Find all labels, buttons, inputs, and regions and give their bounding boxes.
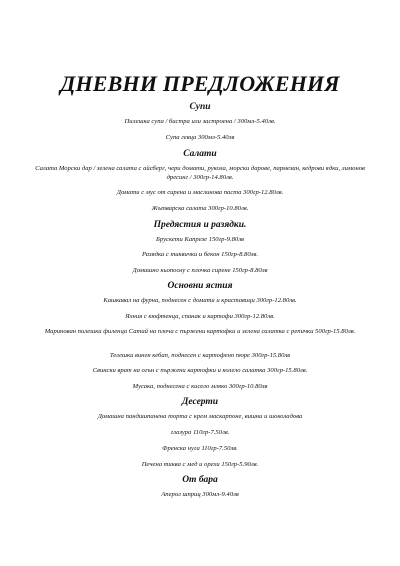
- menu-item: Телешки винен кебап, поднесен с картофено пюре 300гр-15.80лв: [109, 352, 291, 359]
- menu-item: Пилешка супа / бистра или застроена / 300мл-5.40лв.: [124, 118, 276, 125]
- menu-item: Жътварска салата 300гр-10.80лв.: [151, 205, 249, 212]
- menu-item: Салата Морски дар / зелена салата с айсберг, чери домати, рукола, морски дарове, пармезан, кедрови ядки, лимонов дресинг / 300гр-14.80лв.: [35, 165, 365, 181]
- menu-item: Домашна пандишпанена торта с крем маскарпоне, вишни и шоколадова: [97, 413, 303, 420]
- section-heading-main-courses: Основни ястия: [167, 281, 233, 291]
- menu-item: глазура 110гр-7.50лв.: [170, 429, 230, 436]
- menu-item: Маринован пилешки филенца Сатай на плоча с пържени картофки и зелена салатка с репички 500гр-15.80лв.: [44, 328, 356, 335]
- page-title: ДНЕВНИ ПРЕДЛОЖЕНИЯ: [60, 71, 340, 96]
- menu-item: Домати с мус от сирена и маслинова паста 300гр-12.80лв.: [116, 189, 284, 196]
- menu-item: Мусака, поднесена с кисело мляко 300гр-10.80лв: [132, 383, 268, 390]
- section-heading-desserts: Десерти: [181, 397, 219, 407]
- section-heading-soups: Супи: [189, 102, 211, 112]
- section-heading-salads: Салати: [183, 149, 217, 159]
- menu-item: Свински врат на огън с пържени картофки и колело салатка 300гр-15.80лв.: [92, 367, 308, 374]
- menu-item: Френска нуга 110гр-7.50лв.: [162, 445, 238, 452]
- menu-item: Яхния с кюфтенца, спанак и картофи 300гр-12.80лв.: [125, 313, 275, 320]
- section-heading-starters: Предястия и разядки.: [153, 220, 247, 230]
- menu-item: Разядка с тиквички и бекон 150гр-8.80лв.: [141, 251, 259, 258]
- menu-item: Супа гевца 300мл-5.40лв: [165, 134, 235, 141]
- menu-item: Печена тиква с мед и орехи 150гр-5.90лв.: [141, 461, 259, 468]
- section-heading-bar: От бара: [182, 475, 218, 485]
- menu-item: Кашкавал на фурна, поднесен с домати и краставици 300гр-12.80лв.: [103, 297, 297, 304]
- menu-item: Домашно кьопоолу с плочка сирене 150гр-8.80лв: [132, 267, 268, 274]
- menu-item: Брускети Капрезе 150гр-9.80лв: [156, 236, 244, 243]
- menu-item: Аперол шприц 300мл-9.40лв: [161, 491, 239, 498]
